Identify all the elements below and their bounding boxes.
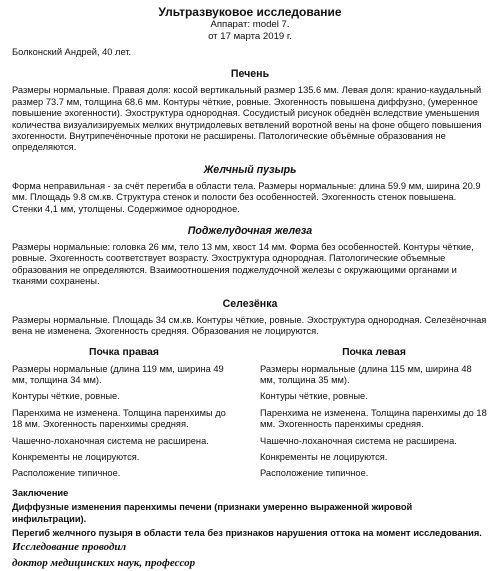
kidney-left-line: Конкременты не лоцируются. [260, 451, 388, 462]
pancreas-text: Размеры нормальные: головка 26 мм, тело 13 мм, хвост 14 мм. Форма без особенностей. Контуры чёткие, ровные. Эхогенность соответствует возрасту. Эхоструктура однородная. Патологические объемные образования не определяются. Взаимоотношения поджелудочной железы с окружающими органами и тканями сохранены. [12, 242, 474, 287]
kidney-right-line: Размеры нормальные (длина 119 мм, ширина 49 мм, толщина 34 мм). [12, 363, 224, 385]
apparatus-line: Аппарат: model 7. [210, 19, 290, 30]
report-title: Ультразвуковое исследование [158, 5, 342, 19]
kidney-right-column [12, 346, 250, 485]
kidneys-section [12, 346, 488, 485]
conclusion-heading: Заключение [12, 487, 69, 498]
kidney-right-line: Конкременты не лоцируются. [12, 451, 140, 462]
kidney-right-line: Контуры чёткие, ровные. [12, 391, 120, 402]
kidney-right-line: Расположение типичное. [12, 468, 121, 479]
spleen-heading: Селезёнка [222, 297, 278, 310]
kidney-left-line: Размеры нормальные (длина 115 мм, ширина 48 мм, толщина 35 мм). [260, 363, 472, 385]
liver-heading: Печень [230, 68, 270, 81]
spleen-text: Размеры нормальные. Площадь 34 см.кв. Контуры чёткие, ровные. Эхоструктура однородная. Селезёночная вена не изменена. Эхогенность средняя. Образования не лоцируются. [12, 314, 487, 337]
conclusion-line: Диффузные изменения паренхимы печени (признаки умеренно выраженной жировой инфильтрации). [12, 502, 413, 524]
gallbladder-heading: Желчный пузырь [203, 163, 297, 176]
report-date: от 17 марта 2019 г. [208, 31, 292, 42]
kidney-right-heading: Почка правая [89, 346, 159, 358]
kidney-left-column [250, 346, 488, 485]
kidney-left-heading: Почка левая [342, 346, 406, 358]
pancreas-heading: Поджелудочная железа [187, 225, 313, 238]
kidney-left-line: Чашечно-лоханочная система не расширена. [260, 435, 457, 446]
conclusion-section [12, 488, 488, 540]
kidney-left-line: Паренхима не изменена. Толщина паренхимы до 18 мм. Эхогенность паренхимы средняя. [260, 407, 487, 430]
kidney-right-line: Паренхима не изменена. Толщина паренхимы до 18 мм. Эхогенность паренхимы средняя. [12, 407, 226, 430]
signature-line: Исследование проводил [12, 541, 127, 554]
gallbladder-text: Форма неправильная - за счёт перегиба в области тела. Размеры нормальные: длина 59.9 мм, ширина 20.9 мм. Площадь 9.8 см.кв. Структура стенок и полости без особенностей. Эхогенность стенок повышена. Стенки 4,1 мм, утолщены. Содержимое однородное. [12, 180, 481, 214]
kidney-right-line: Чашечно-лоханочная система не расширена. [12, 435, 209, 446]
signature-title: доктор медицинских наук, профессор [12, 557, 196, 570]
liver-text: Размеры нормальные. Правая доля: косой вертикальный размер 135.6 мм. Левая доля: кранио-каудальный размер 73.7 мм, толщина 68.6 мм. Контуры чёткие, ровные. Эхогенность повышена диффузно, (умеренное повышение эхогенности). Эхоструктура однородная. Сосудистый рисунок обеднён вследствие уменьшения количества визуализируемых мелких внутридолевых ветвлений воротной вены на фоне общего повышения эхогенности. Внутрипечёночные протоки не расширены. Патологические объёмные образования не определяются. [12, 85, 482, 153]
kidney-left-line: Расположение типичное. [260, 468, 369, 479]
patient-info: Болконский Андрей, 40 лет. [12, 47, 132, 57]
kidney-left-line: Контуры чёткие, ровные. [260, 391, 368, 402]
conclusion-line: Перегиб желчного пузыря в области тела без признаков нарушения оттока на момент исследования. [12, 527, 482, 538]
